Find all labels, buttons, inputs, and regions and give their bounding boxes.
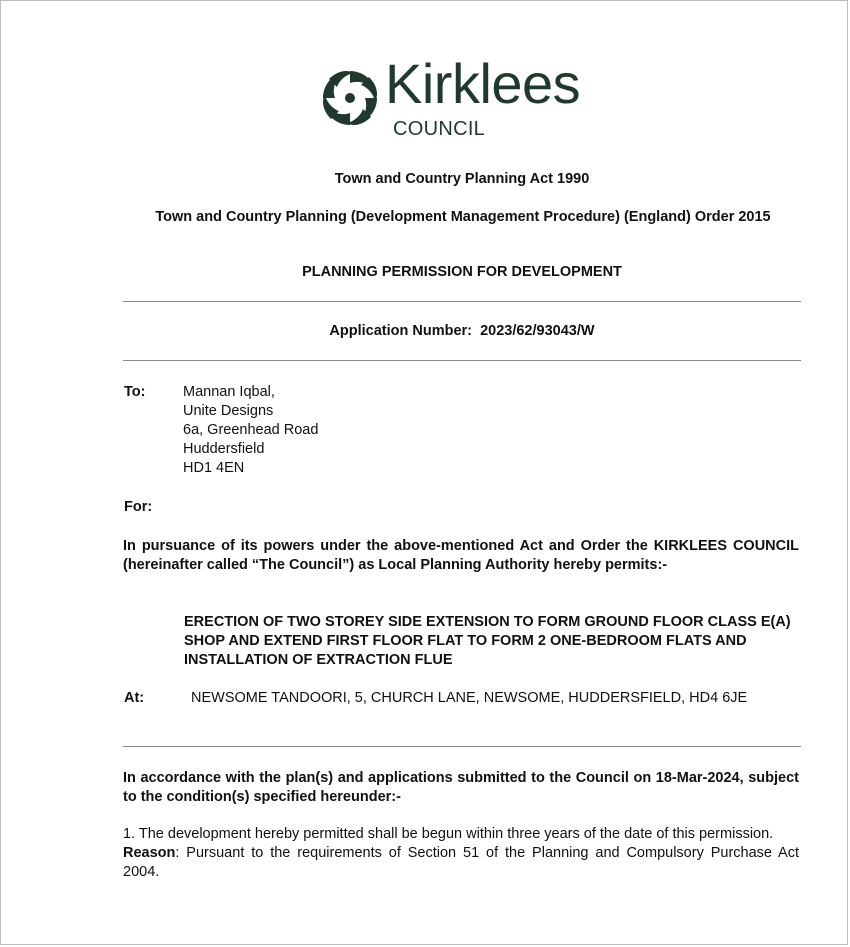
application-number-value: 2023/62/93043/W	[480, 323, 595, 339]
at-label: At:	[124, 690, 145, 706]
council-logo	[317, 52, 617, 145]
reason-label: Reason	[123, 845, 176, 861]
accordance-paragraph: In accordance with the plan(s) and applications submitted to the Council on 18-Mar-2024, subject to the condition(s) specified hereunder:-	[123, 770, 799, 805]
application-number-label: Application Number:	[329, 323, 473, 339]
divider	[123, 301, 801, 302]
for-label: For:	[124, 499, 153, 515]
document-title: PLANNING PERMISSION FOR DEVELOPMENT	[302, 264, 622, 280]
reason-text: : Pursuant to the requirements of Section 51 of the Planning and Compulsory Purchase Act 2004.	[123, 845, 799, 880]
pursuance-paragraph: In pursuance of its powers under the above-mentioned Act and Order the KIRKLEES COUNCIL (hereinafter called “The Council”) as Local Planning Authority hereby permits:-	[123, 538, 799, 573]
divider	[123, 360, 801, 361]
address-line: Huddersfield	[183, 441, 265, 457]
divider	[123, 746, 801, 747]
order-title: Town and Country Planning (Development Management Procedure) (England) Order 2015	[155, 209, 771, 225]
logo-council-text: COUNCIL	[393, 118, 486, 140]
recipient-address	[183, 383, 318, 478]
to-label: To:	[124, 384, 146, 400]
site-address: NEWSOME TANDOORI, 5, CHURCH LANE, NEWSOME, HUDDERSFIELD, HD4 6JE	[191, 690, 748, 706]
address-line: Mannan Iqbal,	[183, 384, 275, 400]
development-description: ERECTION OF TWO STOREY SIDE EXTENSION TO FORM GROUND FLOOR CLASS E(A) SHOP AND EXTEND FIRST FLOOR FLAT TO FORM 2 ONE-BEDROOM FLATS AND INSTALLATION OF EXTRACTION FLUE	[184, 614, 791, 668]
address-line: 6a, Greenhead Road	[183, 422, 319, 438]
logo-wordmark: Kirklees	[385, 52, 581, 115]
address-line: Unite Designs	[183, 403, 274, 419]
kirklees-swirl-icon	[317, 65, 383, 131]
address-line: HD1 4EN	[183, 460, 245, 476]
application-number-line	[123, 322, 801, 341]
condition-1	[123, 825, 799, 882]
condition-text: 1. The development hereby permitted shall be begun within three years of the date of this permission.	[123, 826, 774, 842]
act-title: Town and Country Planning Act 1990	[334, 171, 590, 187]
condition-reason	[123, 844, 799, 882]
